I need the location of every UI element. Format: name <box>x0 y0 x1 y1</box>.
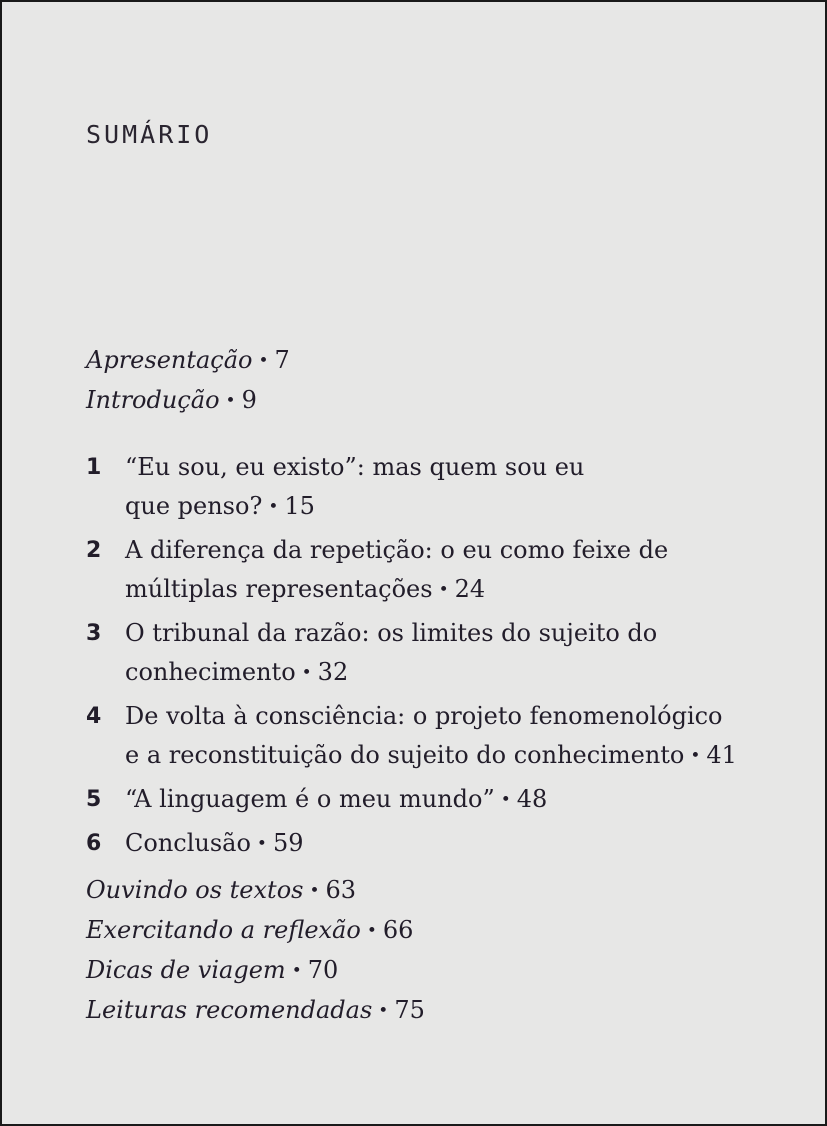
page-number: 75 <box>394 996 425 1024</box>
toc-entry <box>86 910 425 950</box>
page-number: 15 <box>284 492 315 520</box>
entry-label: Apresentação <box>86 346 253 374</box>
chapter-number: 4 <box>86 704 102 729</box>
page-number: 63 <box>325 876 357 904</box>
chapter-number: 3 <box>86 621 102 646</box>
chapter-title-line-text: Conclusão <box>125 829 251 857</box>
chapter-title <box>125 697 737 778</box>
chapter-title-line <box>125 780 547 822</box>
toc-entry <box>86 950 425 990</box>
chapter-list <box>86 448 737 868</box>
chapter-title <box>125 824 304 866</box>
chapter-title-line-text: conhecimento <box>125 658 296 686</box>
front-matter-list <box>86 340 290 420</box>
chapter-title-line: De volta à consciência: o projeto fenomenológico <box>125 702 723 730</box>
chapter-number: 6 <box>86 831 102 856</box>
chapter-entry <box>86 531 737 612</box>
chapter-title-line-text: “A linguagem é o meu mundo” <box>125 785 495 813</box>
chapter-title-line: A diferença da repetição: o eu como feixe de <box>125 536 669 564</box>
chapter-entry <box>86 780 737 822</box>
page-number: 32 <box>317 658 349 686</box>
chapter-title-line-text: múltiplas representações <box>125 575 433 603</box>
chapter-title-line: “Eu sou, eu existo”: mas quem sou eu <box>125 453 585 481</box>
page-number: 48 <box>516 785 548 813</box>
page-title: SUMÁRIO <box>86 120 213 149</box>
chapter-number: 2 <box>86 538 102 563</box>
bullet-separator: • <box>256 834 267 854</box>
entry-label: Leituras recomendadas <box>86 996 373 1024</box>
bullet-separator: • <box>500 790 511 810</box>
chapter-title <box>125 448 584 529</box>
chapter-entry <box>86 697 737 778</box>
chapter-title-line <box>125 653 657 695</box>
chapter-entry <box>86 824 737 866</box>
page-number: 24 <box>454 575 486 603</box>
chapter-number: 5 <box>86 787 102 812</box>
chapter-title-line <box>125 487 584 529</box>
bullet-separator: • <box>291 961 302 981</box>
bullet-separator: • <box>309 881 320 901</box>
bullet-separator: • <box>690 746 701 766</box>
entry-label: Dicas de viagem <box>86 956 286 984</box>
chapter-title <box>125 531 668 612</box>
bullet-separator: • <box>378 1001 389 1021</box>
back-matter-list <box>86 870 425 1030</box>
entry-label: Exercitando a reflexão <box>86 916 361 944</box>
chapter-title-line <box>125 736 737 778</box>
chapter-title-line <box>125 570 668 612</box>
bullet-separator: • <box>258 351 269 371</box>
chapter-title <box>125 780 547 822</box>
chapter-title <box>125 614 657 695</box>
page-number: 66 <box>382 916 414 944</box>
toc-entry <box>86 340 290 380</box>
page-number: 59 <box>272 829 304 857</box>
toc-entry <box>86 380 290 420</box>
bullet-separator: • <box>225 391 236 411</box>
bullet-separator: • <box>438 580 449 600</box>
entry-label: Ouvindo os textos <box>86 876 304 904</box>
chapter-title-line <box>125 824 304 866</box>
entry-label: Introdução <box>86 386 220 414</box>
chapter-number: 1 <box>86 455 102 480</box>
chapter-entry <box>86 448 737 529</box>
bullet-separator: • <box>366 921 377 941</box>
chapter-entry <box>86 614 737 695</box>
toc-entry <box>86 870 425 910</box>
bullet-separator: • <box>268 497 279 517</box>
page-number: 70 <box>307 956 339 984</box>
page-number: 9 <box>241 386 257 414</box>
bullet-separator: • <box>301 663 312 683</box>
chapter-title-line-text: e a reconstituição do sujeito do conhecimento <box>125 741 685 769</box>
page-number: 41 <box>706 741 737 769</box>
toc-entry <box>86 990 425 1030</box>
chapter-title-line: O tribunal da razão: os limites do sujeito do <box>125 619 658 647</box>
page-number: 7 <box>274 346 290 374</box>
chapter-title-line-text: que penso? <box>125 492 263 520</box>
